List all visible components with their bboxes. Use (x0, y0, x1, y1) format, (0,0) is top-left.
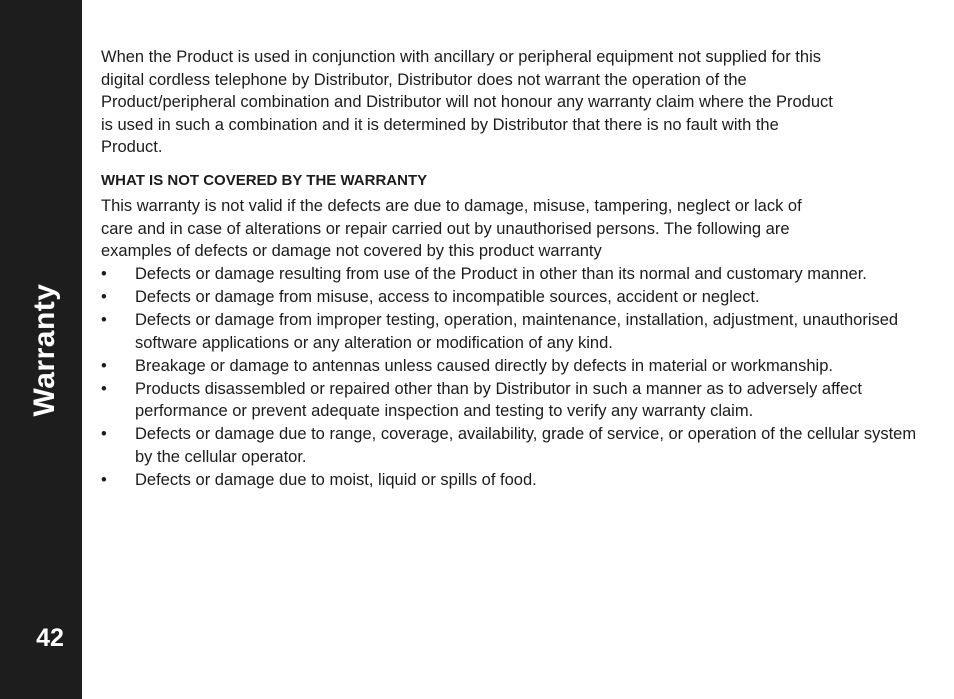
bullet-icon: • (101, 379, 107, 398)
bullet-icon: • (101, 471, 107, 490)
intro-paragraph: When the Product is used in conjunction with ancillary or peripheral equipment not supplied for this digital cordless telephone by Distributor, Distributor does not warrant the operation of the Product/peripheral combination and Distributor will not honour any warranty claim where the Product is used in such a combination and it is determined by Distributor that there is no fault with the Product. (101, 48, 833, 157)
section-heading: WHAT IS NOT COVERED BY THE WARRANTY (101, 171, 428, 189)
sidebar (0, 0, 82, 699)
list-item (101, 309, 931, 354)
list-item (101, 286, 931, 309)
list-item-text: Breakage or damage to antennas unless caused directly by defects in material or workmanship. (135, 356, 833, 375)
exclusions-list (101, 263, 931, 492)
section-title: Warranty (28, 283, 61, 417)
bullet-icon: • (101, 310, 107, 329)
list-item-text: Defects or damage from misuse, access to incompatible sources, accident or neglect. (135, 287, 760, 306)
bullet-icon: • (101, 264, 107, 283)
page-number: 42 (36, 624, 64, 652)
list-item-text: Defects or damage due to moist, liquid or spills of food. (135, 471, 537, 490)
bullet-icon: • (101, 356, 107, 375)
main-content (101, 46, 931, 492)
section-paragraph: This warranty is not valid if the defects are due to damage, misuse, tampering, neglect or lack of care and in case of alterations or repair carried out by unauthorised persons. The following are examples of defects or damage not covered by this product warranty (101, 196, 802, 261)
list-item (101, 355, 931, 378)
list-item (101, 378, 931, 423)
list-item-text: Defects or damage from improper testing, operation, maintenance, installation, adjustment, unauthorised software applications or any alteration or modification of any kind. (135, 310, 899, 352)
list-item (101, 469, 931, 492)
list-item (101, 263, 931, 286)
list-item-text: Defects or damage resulting from use of the Product in other than its normal and customary manner. (135, 264, 867, 283)
bullet-icon: • (101, 287, 107, 306)
list-item-text: Products disassembled or repaired other than by Distributor in such a manner as to adversely affect performance or prevent adequate inspection and testing to verify any warranty claim. (135, 379, 862, 421)
list-item (101, 423, 931, 468)
bullet-icon: • (101, 425, 107, 444)
list-item-text: Defects or damage due to range, coverage, availability, grade of service, or operation of the cellular system by the cellular operator. (135, 425, 917, 466)
